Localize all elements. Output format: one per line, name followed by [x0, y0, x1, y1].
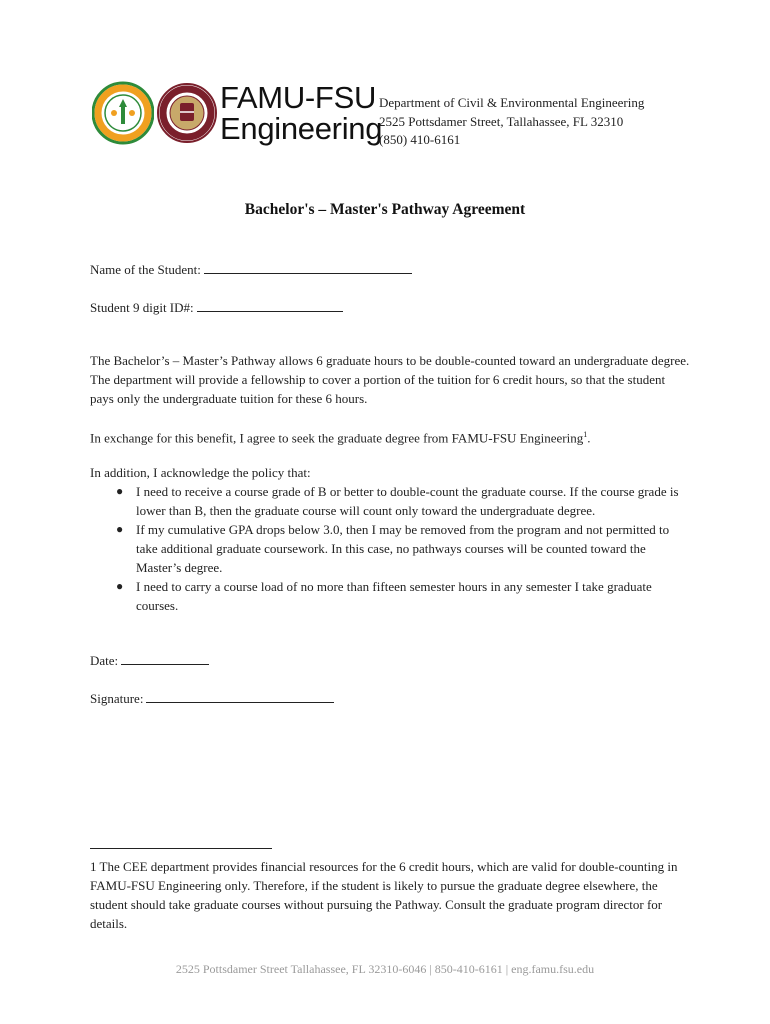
student-id-blank[interactable]	[197, 299, 343, 312]
policy-item-text: I need to carry a course load of no more than fifteen semester hours in any semester I take graduate courses.	[136, 579, 652, 613]
student-name-field	[90, 261, 412, 278]
logo-line-2: Engineering	[220, 111, 383, 146]
bullet-icon: ●	[116, 484, 124, 498]
policy-intro	[90, 463, 690, 482]
bullet-icon: ●	[116, 579, 124, 593]
famu-seal-icon	[92, 80, 154, 146]
exchange-statement	[90, 425, 690, 447]
student-name-label: Name of the Student:	[90, 262, 201, 277]
pathway-paragraph: The Bachelor’s – Master’s Pathway allows 6 graduate hours to be double-counted toward an undergraduate degree. The department will provide a fellowship to cover a portion of the tuition for 6 credit hours, so that the student pays only the undergraduate tuition for these 6 hours.	[90, 353, 690, 406]
page-title: Bachelor's – Master's Pathway Agreement	[244, 201, 526, 218]
exchange-paragraph	[90, 425, 690, 447]
exchange-text: In exchange for this benefit, I agree to seek the graduate degree from FAMU-FSU Engineering	[90, 430, 584, 446]
department-phone: (850) 410-6161	[379, 132, 461, 147]
policy-intro-text: In addition, I acknowledge the policy that:	[90, 465, 311, 480]
fsu-seal-icon	[156, 82, 218, 144]
student-id-field	[90, 299, 343, 316]
pathway-description	[90, 351, 690, 408]
bullet-icon: ●	[116, 522, 124, 536]
department-name: Department of Civil & Environmental Engineering	[379, 95, 645, 110]
date-blank[interactable]	[121, 652, 209, 665]
signature-field	[90, 690, 334, 707]
signature-label: Signature:	[90, 691, 144, 706]
exchange-end: .	[587, 430, 591, 446]
department-street: 2525 Pottsdamer Street, Tallahassee, FL 32310	[379, 113, 624, 129]
policy-item-text: If my cumulative GPA drops below 3.0, then I may be removed from the program and not permitted to take additional graduate coursework. In this case, no pathways courses will be counted toward the Master’s degree.	[136, 522, 670, 575]
student-id-label: Student 9 digit ID#:	[90, 300, 194, 315]
policy-item-text: I need to receive a course grade of B or better to double-count the graduate course. If the course grade is lower than B, then the graduate course will count only toward the undergraduate degree.	[136, 484, 679, 518]
policy-item	[116, 577, 690, 615]
footnote-divider	[90, 848, 272, 849]
policy-item	[116, 520, 690, 577]
footnote: 1 The CEE department provides financial resources for the 6 credit hours, which are valid for double-counting in FAMU-FSU Engineering only. Therefore, if the student is likely to pursue the graduate degree elsewhere, the student should take graduate courses without pursuing the Pathway. Consult the graduate program director for details.	[90, 859, 678, 931]
policy-item	[116, 482, 690, 520]
page-footer: 2525 Pottsdamer Street Tallahassee, FL 32310-6046 | 850-410-6161 | eng.famu.fsu.edu	[175, 962, 595, 976]
signature-blank[interactable]	[146, 690, 334, 703]
footnote-ref: 1	[583, 430, 588, 439]
student-name-blank[interactable]	[204, 261, 412, 274]
department-address	[379, 94, 644, 150]
header-logos	[92, 80, 383, 150]
logo-line-1: FAMU-FSU	[220, 80, 377, 115]
famu-fsu-engineering-logo	[220, 80, 383, 146]
date-label: Date:	[90, 653, 119, 668]
date-field	[90, 652, 209, 669]
policy-list	[90, 482, 690, 615]
